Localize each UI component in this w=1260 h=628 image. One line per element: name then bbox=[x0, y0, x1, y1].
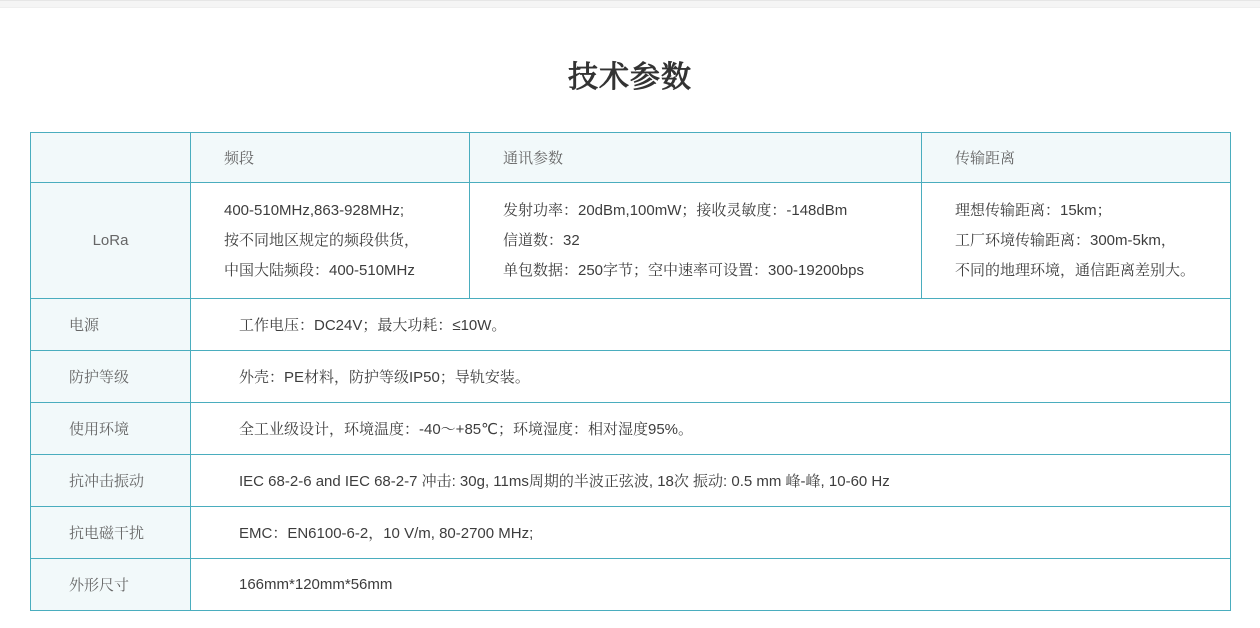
row-value: 工作电压：DC24V；最大功耗：≤10W。 bbox=[191, 299, 1231, 351]
table-row-shock-vibration bbox=[31, 455, 1231, 507]
top-strip bbox=[0, 0, 1260, 8]
table-row-dimensions bbox=[31, 559, 1231, 611]
lora-band-line: 400-510MHz,863-928MHz; bbox=[224, 201, 405, 219]
table-header-row bbox=[31, 133, 1231, 183]
header-cell-distance: 传输距离 bbox=[922, 133, 1231, 183]
lora-comm-cell bbox=[470, 183, 922, 299]
row-value: EMC：EN6100-6-2，10 V/m, 80-2700 MHz; bbox=[191, 507, 1231, 559]
lora-label: LoRa bbox=[31, 183, 191, 299]
row-value: 全工业级设计，环境温度：-40～+85℃；环境湿度：相对湿度95%。 bbox=[191, 403, 1231, 455]
table-row-power bbox=[31, 299, 1231, 351]
lora-distance-line: 理想传输距离：15km； bbox=[955, 201, 1112, 219]
row-label: 防护等级 bbox=[31, 351, 191, 403]
lora-comm-line: 发射功率：20dBm,100mW；接收灵敏度：-148dBm bbox=[503, 201, 848, 219]
lora-distance-line: 不同的地理环境，通信距离差别大。 bbox=[955, 261, 1196, 279]
header-cell-band: 频段 bbox=[191, 133, 470, 183]
lora-band-line: 按不同地区规定的频段供货， bbox=[224, 231, 420, 249]
table-row-lora bbox=[31, 183, 1231, 299]
row-label: 抗冲击振动 bbox=[31, 455, 191, 507]
lora-band-cell bbox=[191, 183, 470, 299]
table-row-environment bbox=[31, 403, 1231, 455]
row-label: 电源 bbox=[31, 299, 191, 351]
row-value: IEC 68-2-6 and IEC 68-2-7 冲击: 30g, 11ms周期的半波正弦波, 18次 振动: 0.5 mm 峰-峰, 10-60 Hz bbox=[191, 455, 1231, 507]
table-row-emi bbox=[31, 507, 1231, 559]
page-title: 技术参数 bbox=[568, 61, 692, 94]
row-value: 166mm*120mm*56mm bbox=[191, 559, 1231, 611]
row-label: 外形尺寸 bbox=[31, 559, 191, 611]
header-cell-corner bbox=[31, 133, 191, 183]
row-label: 抗电磁干扰 bbox=[31, 507, 191, 559]
lora-comm-line: 信道数：32 bbox=[503, 231, 580, 249]
lora-band-line: 中国大陆频段：400-510MHz bbox=[224, 261, 415, 279]
tech-spec-table bbox=[30, 132, 1231, 611]
lora-distance-line: 工厂环境传输距离：300m-5km， bbox=[955, 231, 1176, 249]
lora-comm-line: 单包数据：250字节；空中速率可设置：300-19200bps bbox=[503, 261, 864, 279]
row-label: 使用环境 bbox=[31, 403, 191, 455]
lora-distance-cell bbox=[922, 183, 1231, 299]
header-cell-comm: 通讯参数 bbox=[470, 133, 922, 183]
row-value: 外壳：PE材料，防护等级IP50；导轨安装。 bbox=[191, 351, 1231, 403]
table-row-protection bbox=[31, 351, 1231, 403]
